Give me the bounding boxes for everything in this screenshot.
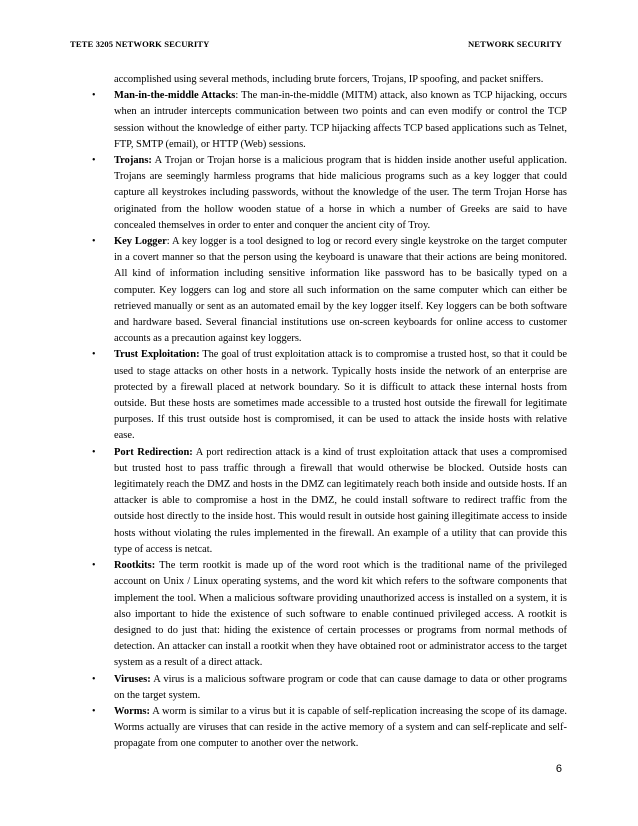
bullet-icon: • bbox=[92, 349, 96, 361]
list-item-text: A worm is similar to a virus but it is capable of self-replication increasing the scope of its damage. Worms actually are viruses that can reside in the active memory of a system and can self-replicate and self-propagate from one computer to another over the network. bbox=[114, 705, 567, 750]
bullet-icon: • bbox=[92, 705, 96, 717]
list-item-term: Man-in-the-middle Attacks bbox=[114, 90, 236, 102]
list-item bbox=[70, 347, 567, 444]
bullet-icon: • bbox=[92, 446, 96, 458]
list-item-term: Worms: bbox=[114, 705, 150, 717]
list-item bbox=[70, 445, 567, 558]
page-number: 6 bbox=[555, 763, 562, 775]
list-item bbox=[70, 234, 567, 347]
list-item-term: Viruses: bbox=[114, 673, 151, 685]
list-item-term: Trojans: bbox=[114, 155, 152, 167]
list-item-text: A Trojan or Trojan horse is a malicious program that is hidden inside another useful application. Trojans are seemingly harmless programs that hide malicious programs such as a key logger that could capture all keystrokes including passwords, without the knowledge of the user. The term Trojan Horse has originated from the hollow wooden statue of a horse in which a number of Greeks are said to have concealed themselves in order to enter and conquer the ancient city of Troy. bbox=[114, 155, 567, 231]
list-item-text: The term rootkit is made up of the word root which is the traditional name of the privileged account on Unix / Linux operating systems, and the word kit which refers to the software components that implement the tool. When a malicious software providing unauthorized access is installed on a system, it is also important to hide the existence of such software to enable continued privileged access. A rootkit is designed to do just that: hiding the existence of certain processes or programs from normal methods of detection. An attacker can install a rootkit when they have obtained root or administrator access to the target system as a result of a direct attack. bbox=[114, 560, 567, 669]
list-item bbox=[70, 704, 567, 753]
page-body bbox=[70, 72, 567, 753]
bullet-icon: • bbox=[92, 236, 96, 248]
bullet-icon: • bbox=[92, 155, 96, 167]
list-item-text: A port redirection attack is a kind of trust exploitation attack that uses a compromised but trusted host to pass traffic through a firewall that would otherwise be blocked. Outside hosts can legitimately reach the DMZ and hosts in the DMZ can legitimately reach both inside and outside hosts. If an attacker is able to compromise a host in the DMZ, he could install software to redirect traffic from the outside host directly to the inside host. This would result in outside host gaining illegitimate access to inside hosts without violating the rules implemented in the firewall. An example of a utility that can provide this type of access is netcat. bbox=[114, 446, 567, 555]
continuation-paragraph: accomplished using several methods, including brute forcers, Trojans, IP spoofing, and packet sniffers. bbox=[114, 74, 544, 85]
list-item-term: Rootkits: bbox=[114, 560, 156, 572]
attack-type-list bbox=[70, 88, 567, 752]
list-item-text: The goal of trust exploitation attack is to compromise a trusted host, so that it could be used to stage attacks on other hosts in a network. Typically hosts inside the network of an enterprise are protected by a firewall placed at network boundary. So it is difficult to attack these internal hosts from outside. But these hosts are sometimes made accessible to a trusted host outside the firewall for legitimate purposes. If this trust outside host is compromised, it can be used to attack the inside hosts with relative ease. bbox=[114, 349, 567, 442]
list-item-term: Trust Exploitation: bbox=[114, 349, 200, 361]
bullet-icon: • bbox=[92, 560, 96, 572]
list-item-separator: : bbox=[166, 236, 170, 248]
list-item bbox=[70, 558, 567, 671]
list-item-separator: : bbox=[235, 90, 239, 102]
list-item-term: Key Logger bbox=[114, 236, 167, 248]
list-item bbox=[70, 88, 567, 153]
list-item bbox=[70, 672, 567, 704]
list-item-term: Port Redirection: bbox=[114, 446, 193, 458]
bullet-icon: • bbox=[92, 673, 96, 685]
list-item-text: A virus is a malicious software program or code that can cause damage to data or other programs on the target system. bbox=[114, 673, 567, 701]
running-header-left: TETE 3205 NETWORK SECURITY bbox=[70, 39, 210, 49]
bullet-icon: • bbox=[92, 90, 96, 102]
list-item bbox=[70, 153, 567, 234]
list-item-text: The man-in-the-middle (MITM) attack, also known as TCP hijacking, occurs when an intruder intercepts communication between two points and can even modify or control the TCP session without the knowledge of either party. TCP hijacking affects TCP based applications such as Telnet, FTP, SMTP (email), or HTTP (Web) sessions. bbox=[114, 90, 567, 150]
list-item-text: A key logger is a tool designed to log or record every single keystroke on the target computer in a covert manner so that the person using the keyboard is unaware that their actions are being monitored. All kind of information including sensitive information like password has to be basically typed on a computer. Key loggers can log and store all such information on the same computer which can either be retrieved manually or sent as an automated email by the key logger itself. Key loggers can be both software and hardware based. Several financial institutions use on-screen keyboards for online access to customer accounts as a precaution against key loggers. bbox=[114, 236, 567, 345]
running-header-right: NETWORK SECURITY bbox=[468, 39, 562, 49]
